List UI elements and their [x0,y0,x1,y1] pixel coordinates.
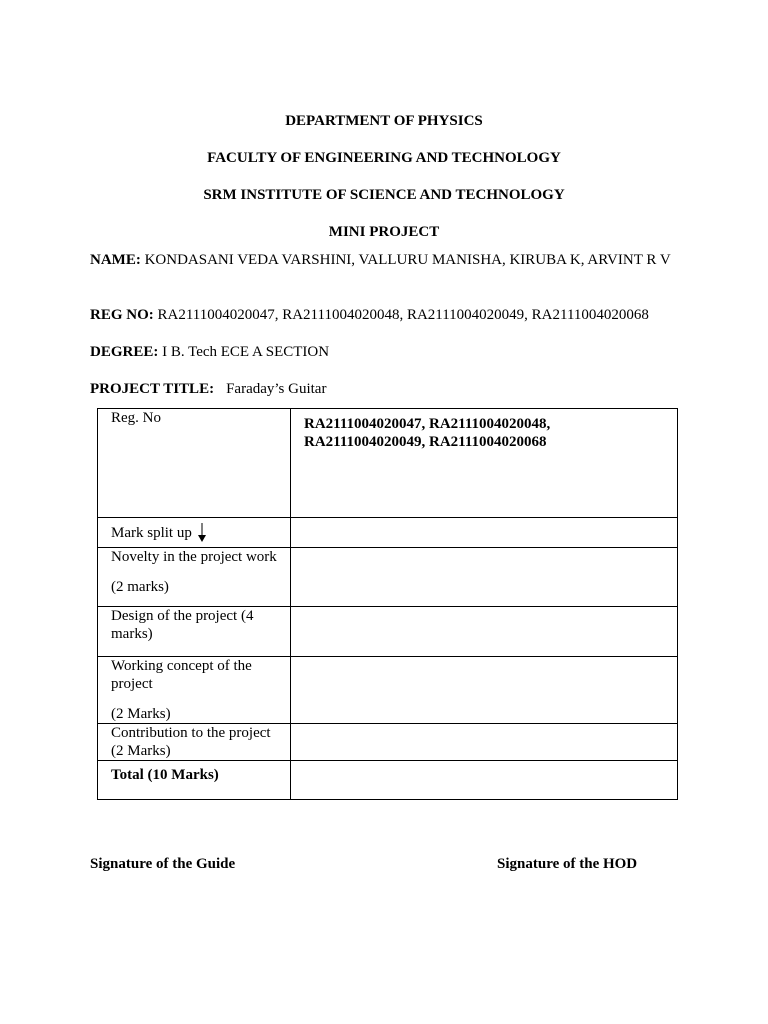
reg-no-cell-label: Reg. No [111,410,161,426]
total-label: Total (10 Marks) [111,767,219,783]
reg-no-value: RA2111004020047, RA2111004020048, RA2111004020049, RA2111004020068 [153,307,649,323]
working-label: Working concept of the project [111,658,252,692]
contribution-cell [98,724,291,761]
degree-field [90,343,680,361]
project-title-value: Faraday’s Guitar [226,381,327,397]
reg-no-value-cell [291,409,678,518]
novelty-cell [98,548,291,607]
reg-no-label: REG NO: [90,307,154,323]
degree-value: I B. Tech ECE A SECTION [158,344,330,360]
working-value-cell [291,657,678,724]
project-type-heading: MINI PROJECT [328,224,440,240]
novelty-value-cell [291,548,678,607]
name-value: KONDASANI VEDA VARSHINI, VALLURU MANISHA, KIRUBA K, ARVINT R V [140,252,671,268]
name-field [90,251,675,269]
department-heading: DEPARTMENT OF PHYSICS [285,113,483,129]
project-title-label: PROJECT TITLE: [90,381,215,397]
name-label: NAME: [90,252,141,268]
design-cell [98,607,291,657]
reg-no-label-cell [98,409,291,518]
faculty-heading: FACULTY OF ENGINEERING AND TECHNOLOGY [207,150,561,166]
mark-split-label: Mark split up [111,524,192,541]
mark-split-cell [98,518,291,548]
table-row [98,548,678,607]
project-title-field [90,380,680,398]
working-cell [98,657,291,724]
arrow-down-icon [197,523,207,543]
mark-split-value-cell [291,518,678,548]
table-row [98,607,678,657]
guide-signature-label: Signature of the Guide [90,856,236,872]
reg-no-field [90,306,690,324]
table-row [98,724,678,761]
table-row [98,409,678,518]
design-label: Design of the project (4 marks) [111,608,254,642]
working-marks: (2 Marks) [111,706,171,722]
novelty-marks: (2 marks) [111,579,169,595]
reg-no-line-2: RA2111004020049, RA2111004020068 [304,434,547,450]
total-cell [98,761,291,800]
design-value-cell [291,607,678,657]
table-row [98,518,678,548]
marks-table [97,408,678,800]
degree-label: DEGREE: [90,344,159,360]
contribution-label: Contribution to the project (2 Marks) [111,725,271,759]
table-row [98,657,678,724]
novelty-label: Novelty in the project work [111,549,277,565]
table-row [98,761,678,800]
institute-heading: SRM INSTITUTE OF SCIENCE AND TECHNOLOGY [203,187,565,203]
contribution-value-cell [291,724,678,761]
hod-signature-label: Signature of the HOD [497,856,638,872]
total-value-cell [291,761,678,800]
reg-no-line-1: RA2111004020047, RA2111004020048, [304,416,551,432]
